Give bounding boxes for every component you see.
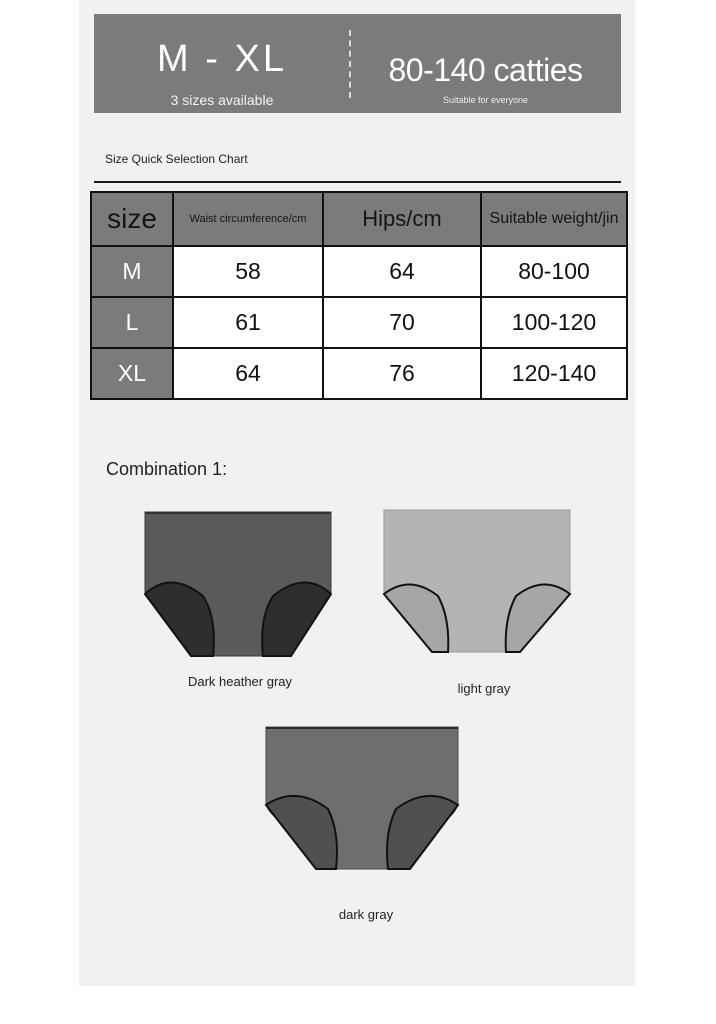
table-row	[91, 246, 627, 297]
row-weight: 120-140	[481, 348, 627, 399]
row-weight: 100-120	[481, 297, 627, 348]
product-image-dark-gray	[262, 725, 462, 873]
product-caption: dark gray	[338, 907, 394, 922]
row-hips: 70	[323, 297, 481, 348]
row-hips: 76	[323, 348, 481, 399]
table-row	[91, 348, 627, 399]
chart-title: Size Quick Selection Chart	[105, 152, 248, 166]
header-hips: Hips/cm	[323, 192, 481, 246]
row-waist: 61	[173, 297, 323, 348]
weight-note: Suitable for everyone	[442, 95, 529, 105]
row-hips: 64	[323, 246, 481, 297]
banner-size-panel	[94, 14, 350, 113]
product-image-dark-heather-gray	[141, 510, 337, 660]
row-size: L	[91, 297, 173, 348]
row-waist: 58	[173, 246, 323, 297]
size-range: M - XL	[157, 38, 287, 80]
product-caption: Dark heather gray	[187, 674, 293, 689]
size-banner	[94, 14, 621, 113]
table-header-row	[91, 192, 627, 246]
table-row	[91, 297, 627, 348]
banner-weight-panel	[350, 14, 621, 113]
weight-range: 80-140 catties	[388, 52, 583, 88]
sizes-note: 3 sizes available	[170, 92, 274, 108]
size-table	[90, 191, 628, 400]
product-image-light-gray	[380, 508, 574, 656]
row-size: XL	[91, 348, 173, 399]
combination-title: Combination 1:	[106, 459, 228, 479]
row-size: M	[91, 246, 173, 297]
header-size: size	[91, 192, 173, 246]
row-weight: 80-100	[481, 246, 627, 297]
chart-title-rule	[94, 181, 621, 183]
product-caption: light gray	[457, 681, 511, 696]
row-waist: 64	[173, 348, 323, 399]
header-weight: Suitable weight/jin	[481, 192, 627, 246]
header-waist: Waist circumference/cm	[173, 192, 323, 246]
